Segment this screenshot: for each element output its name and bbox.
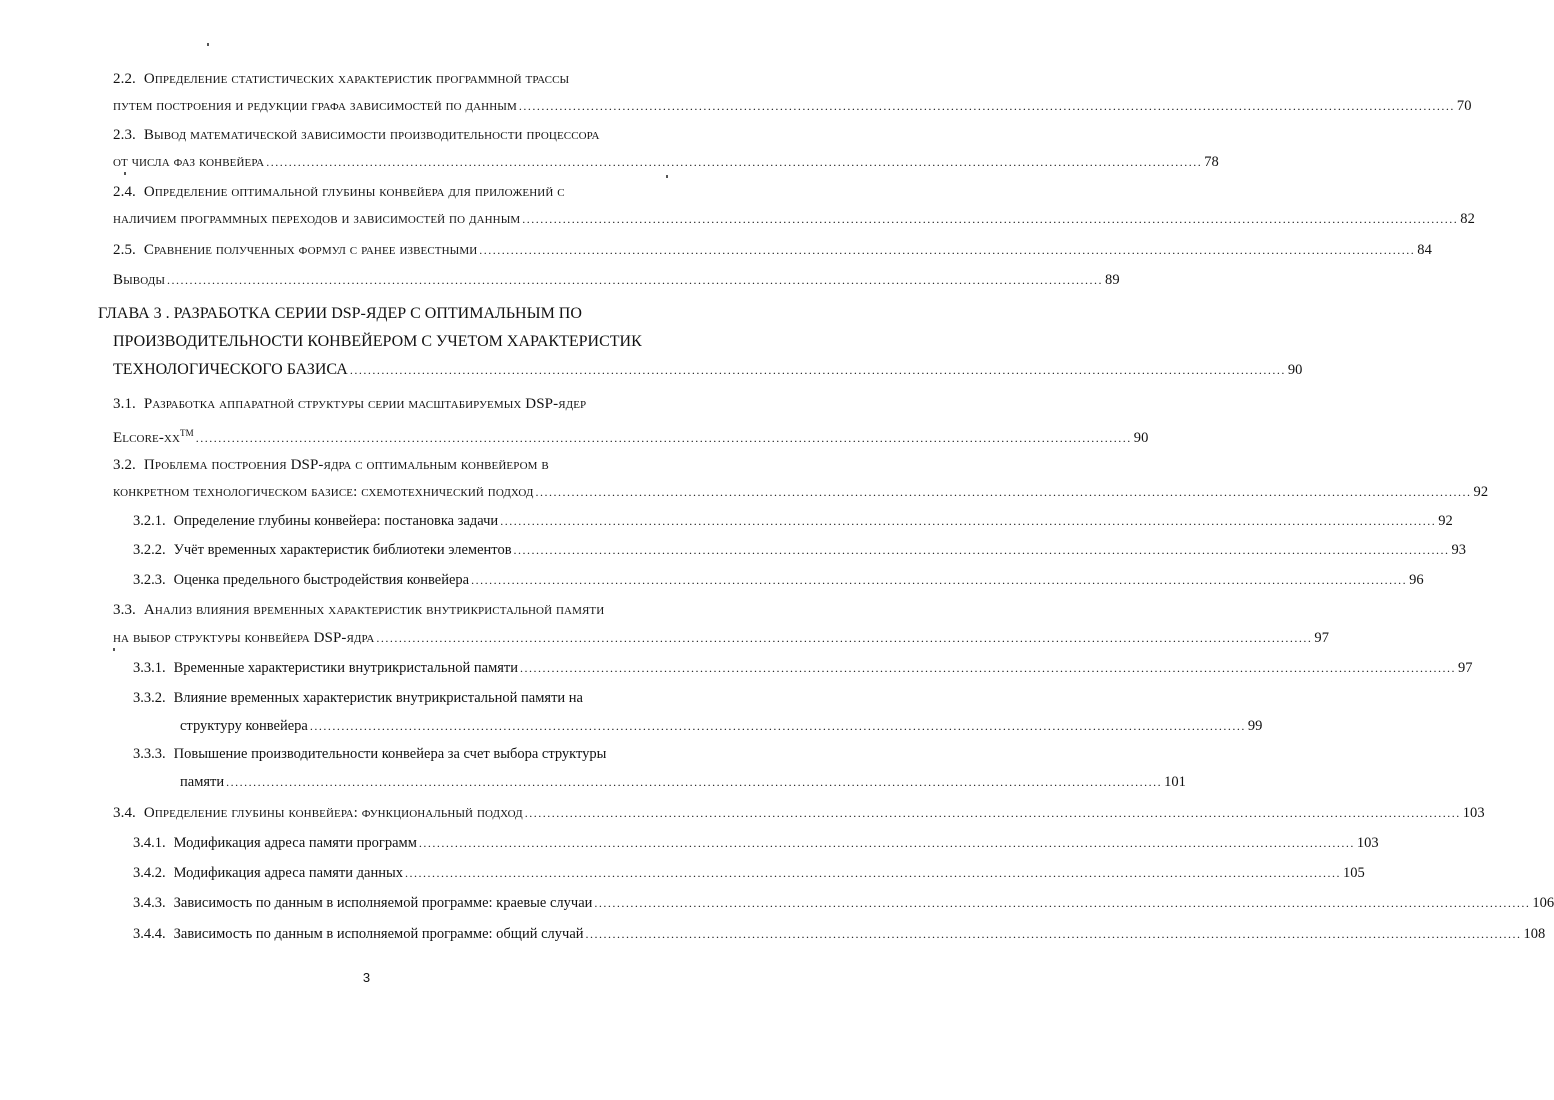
toc-entry-2-3-line2 [113,153,1219,171]
toc-page-number: 89 [1105,272,1120,288]
toc-page-number: 103 [1462,805,1485,821]
toc-page-number: 97 [1458,660,1473,676]
toc-title: на выбор структуры конвейера DSP-ядра [113,630,375,646]
toc-title: наличием программных переходов и зависимостей по данным [113,211,521,227]
toc-title: Модификация адреса памяти программ [173,835,417,851]
toc-title: ГЛАВА 3 . РАЗРАБОТКА СЕРИИ DSP-ЯДЕР С ОПТИМАЛЬНЫМ ПО [98,305,582,322]
toc-chapter-3-line3 [113,361,1303,379]
toc-number: 3.1. [113,396,136,412]
leader-dots [500,512,1436,530]
toc-entry-3-3-3-line2 [180,773,1186,791]
toc-number: 3.4. [113,805,136,821]
leader-dots [525,804,1461,822]
toc-entry-3-2-2 [133,541,1467,559]
toc-page-number: 92 [1473,484,1489,500]
toc-title: ПРОИЗВОДИТЕЛЬНОСТИ КОНВЕЙЕРОМ С УЧЕТОМ ХАРАКТЕРИСТИК [113,333,642,350]
toc-title: Повышение производительности конвейера за счет выбора структуры [173,746,607,762]
leader-dots [376,629,1312,647]
toc-page-number: 103 [1356,835,1379,851]
toc-chapter-3-line2 [113,333,673,351]
leader-dots [479,241,1415,259]
toc-page-number: 82 [1460,211,1475,227]
toc-title: Влияние временных характеристик внутрикристальной памяти на [173,690,583,706]
leader-dots [266,153,1202,171]
toc-page-number: 78 [1204,154,1219,170]
toc-title: Анализ влияния временных характеристик внутрикристальной памяти [143,602,605,618]
toc-page-number: 93 [1451,542,1467,558]
toc-number: 3.3.2. [133,690,166,706]
toc-title: Сравнение полученных формул с ранее известными [143,242,478,258]
toc-chapter-3-line1 [98,305,673,323]
toc-title: Определение оптимальной глубины конвейера для приложений с [143,184,565,200]
toc-entry-3-3-line1 [113,601,673,619]
scan-speck [207,43,209,46]
toc-entry-3-2-1 [133,512,1453,530]
scan-speck [124,172,126,175]
toc-entry-3-3-2-line1 [133,689,673,707]
toc-entry-3-3-3-line1 [133,745,673,763]
toc-entry-2-5 [113,241,1432,259]
toc-entry-3-3-1 [133,659,1473,677]
leader-dots [419,834,1355,852]
toc-page-number: 92 [1438,513,1453,529]
toc-title: Вывод математической зависимости производительности процессора [143,127,600,143]
toc-page-number: 108 [1523,926,1546,942]
toc-entry-3-1-line1 [113,395,673,413]
page-number-footer: 3 [362,970,371,985]
toc-page-number: 105 [1342,865,1365,881]
toc-title: Оценка предельного быстродействия конвейера [173,572,470,588]
toc-entry-3-4-4 [133,925,1546,943]
toc-entry-3-3-line2 [113,629,1330,647]
toc-entry-2-4-line2 [113,210,1475,228]
toc-number: 2.3. [113,127,136,143]
toc-number: 3.2. [113,457,136,473]
toc-number: 3.2.3. [133,572,166,588]
toc-title: от числа фаз конвейера [113,154,265,170]
toc-number: 3.2.2. [133,542,166,558]
toc-number: 2.2. [113,71,136,87]
toc-number: 2.5. [113,242,136,258]
toc-page-number: 70 [1456,98,1472,114]
toc-entry-3-2-line1 [113,456,673,474]
toc-title: ТЕХНОЛОГИЧЕСКОГО БАЗИСА [113,361,348,378]
toc-page-number: 99 [1247,718,1263,734]
toc-title-text: Elcore-xx [113,430,181,446]
leader-dots [405,864,1341,882]
toc-title: Определение глубины конвейера: постановка задачи [173,513,499,529]
leader-dots [350,361,1286,379]
toc-title: путем построения и редукции графа зависимостей по данным [113,98,517,114]
toc-entry-2-4-line1 [113,183,673,201]
toc-number: 3.3.3. [133,746,166,762]
toc-entry-3-1-line2 [113,424,1149,447]
toc-title: Зависимость по данным в исполняемой программе: общий случай [173,926,584,942]
scan-speck [666,175,668,178]
toc-title: Разработка аппаратной структуры серии масштабируемых DSP-ядер [143,396,587,412]
leader-dots [514,541,1450,559]
scan-speck [113,648,115,651]
toc-page-number: 101 [1164,774,1186,790]
toc-entry-3-4-3 [133,894,1554,912]
leader-dots [586,925,1522,943]
leader-dots [196,429,1132,447]
toc-page-number: 96 [1409,572,1424,588]
toc-title: Модификация адреса памяти данных [173,865,403,881]
toc-entry-conclusions [113,271,1120,289]
toc-title: Учёт временных характеристик библиотеки элементов [173,542,512,558]
toc-number: 3.4.3. [133,895,166,911]
toc-page-number: 97 [1314,630,1330,646]
toc-entry-3-4-2 [133,864,1365,882]
toc-page-number: 106 [1532,895,1554,911]
leader-dots [519,97,1455,115]
toc-number: 3.4.1. [133,835,166,851]
toc-title: Временные характеристики внутрикристальной памяти [173,660,519,676]
leader-dots [520,659,1456,677]
toc-number: 3.3. [113,602,136,618]
toc-page-number: 84 [1417,242,1432,258]
toc-title [113,424,194,447]
leader-dots [594,894,1530,912]
toc-title: Проблема построения DSP-ядра с оптимальным конвейером в [143,457,549,473]
leader-dots [310,717,1246,735]
toc-title: Определение глубины конвейера: функциональный подход [143,805,523,821]
leader-dots [167,271,1103,289]
toc-title: структуру конвейера [180,718,308,734]
toc-number: 3.4.4. [133,926,166,942]
toc-title: Определение статистических характеристик программной трассы [143,71,570,87]
leader-dots [522,210,1458,228]
toc-entry-2-2-line2 [113,97,1472,115]
toc-number: 2.4. [113,184,136,200]
toc-entry-3-4 [113,804,1485,822]
toc-page-number: 90 [1133,430,1149,446]
toc-title: Зависимость по данным в исполняемой программе: краевые случаи [173,895,593,911]
trademark-superscript: TM [180,428,194,438]
toc-number: 3.3.1. [133,660,166,676]
toc-title: памяти [180,774,225,790]
toc-number: 3.4.2. [133,865,166,881]
toc-entry-3-4-1 [133,834,1379,852]
leader-dots [226,773,1162,791]
leader-dots [471,571,1407,589]
leader-dots [536,483,1472,501]
toc-number: 3.2.1. [133,513,166,529]
toc-title: Выводы [113,272,166,288]
toc-page-number: 90 [1287,362,1303,378]
toc-entry-2-3-line1 [113,126,673,144]
toc-entry-3-2-3 [133,571,1424,589]
toc-title: конкретном технологическом базисе: схемотехнический подход [113,484,534,500]
toc-entry-2-2-line1 [113,70,673,88]
toc-entry-3-3-2-line2 [180,717,1263,735]
toc-entry-3-2-line2 [113,483,1489,501]
